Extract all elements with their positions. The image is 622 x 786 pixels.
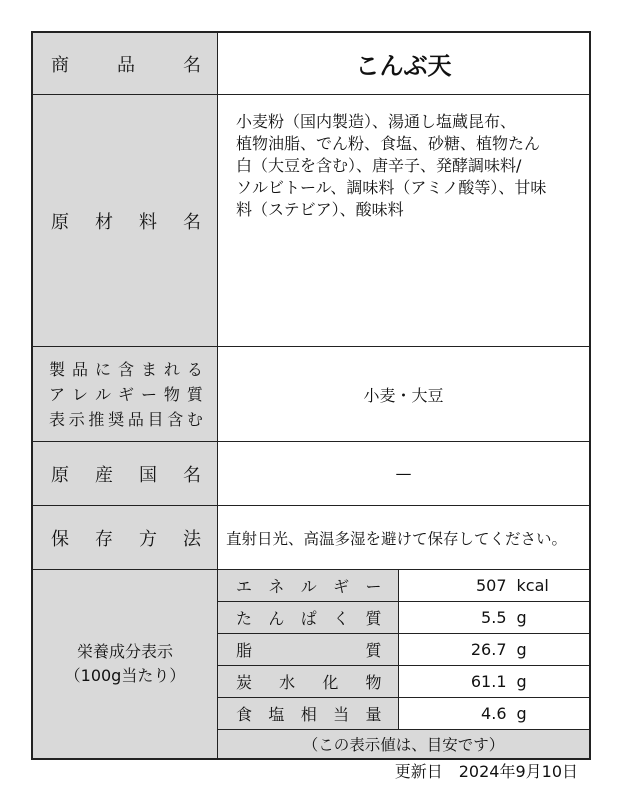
nutrition-row-protein: た ん ぱ く 質 5.5 g: [218, 602, 589, 634]
product-label-sheet: [31, 31, 591, 760]
storage-row: [33, 506, 590, 570]
nutrition-table-cell: [218, 570, 590, 759]
updated-date: 更新日 2024年9月10日: [394, 762, 578, 781]
nutrition-note-row: [218, 730, 589, 759]
nutrition-note: （この表示値は、目安です）: [218, 730, 589, 759]
nutrition-row-salt: 食 塩 相 当 量 4.6 g: [218, 698, 589, 730]
nutrition-unit: g: [516, 704, 527, 723]
nutrition-value: 4.6: [481, 704, 507, 723]
ingredients-line: 白（大豆を含む）、唐辛子、発酵調味料/: [236, 156, 522, 175]
nutrition-label: 栄養成分表示 （100g当たり）: [33, 570, 218, 759]
ingredients-line: 料（ステビア）、酸味料: [236, 200, 404, 219]
ingredients-line: ソルビトール、調味料（アミノ酸等）、甘味: [236, 178, 547, 197]
nutrition-unit: g: [516, 672, 527, 691]
nutrition-row-carbohydrate: 炭 水 化 物 61.1 g: [218, 666, 589, 698]
nutrition-value: 507: [475, 576, 507, 595]
origin-row: [33, 442, 590, 506]
ingredients-value: [218, 95, 590, 347]
product-name-row: [33, 33, 590, 95]
ingredients-line: 小麦粉（国内製造）、湯通し塩蔵昆布、: [236, 112, 517, 131]
allergen-value: 小麦・大豆: [218, 347, 590, 442]
storage-value: 直射日光、高温多湿を避けて保存してください。: [218, 506, 590, 570]
allergen-row: [33, 347, 590, 442]
origin-label: 原 産 国 名: [33, 442, 218, 506]
ingredients-line: 植物油脂、でん粉、食塩、砂糖、植物たん: [236, 134, 541, 153]
nutrition-row-fat: 脂 質 26.7 g: [218, 634, 589, 666]
nutrition-row-energy: エ ネ ル ギ ー 507 kcal: [218, 570, 589, 602]
nutrition-value: 61.1: [470, 672, 507, 691]
product-name-label: 商 品 名: [33, 33, 218, 95]
ingredients-label: 原 材 料 名: [33, 95, 218, 347]
storage-label: 保 存 方 法: [33, 506, 218, 570]
allergen-label: 製 品 に 含 ま れ る ア レ ル ギ ー 物 質 表 示 推 奨 品 目 含 む: [33, 347, 218, 442]
nutrition-unit: g: [516, 640, 527, 659]
spec-table: [32, 32, 590, 759]
nutrition-unit: g: [516, 608, 527, 627]
product-name-value: こんぶ天: [218, 33, 590, 95]
nutrition-row: [33, 570, 590, 759]
nutrition-value: 5.5: [481, 608, 507, 627]
nutrition-value: 26.7: [470, 640, 507, 659]
ingredients-row: [33, 95, 590, 347]
nutrition-table: [218, 570, 589, 758]
nutrition-unit: kcal: [516, 576, 549, 595]
origin-value: —: [218, 442, 590, 506]
